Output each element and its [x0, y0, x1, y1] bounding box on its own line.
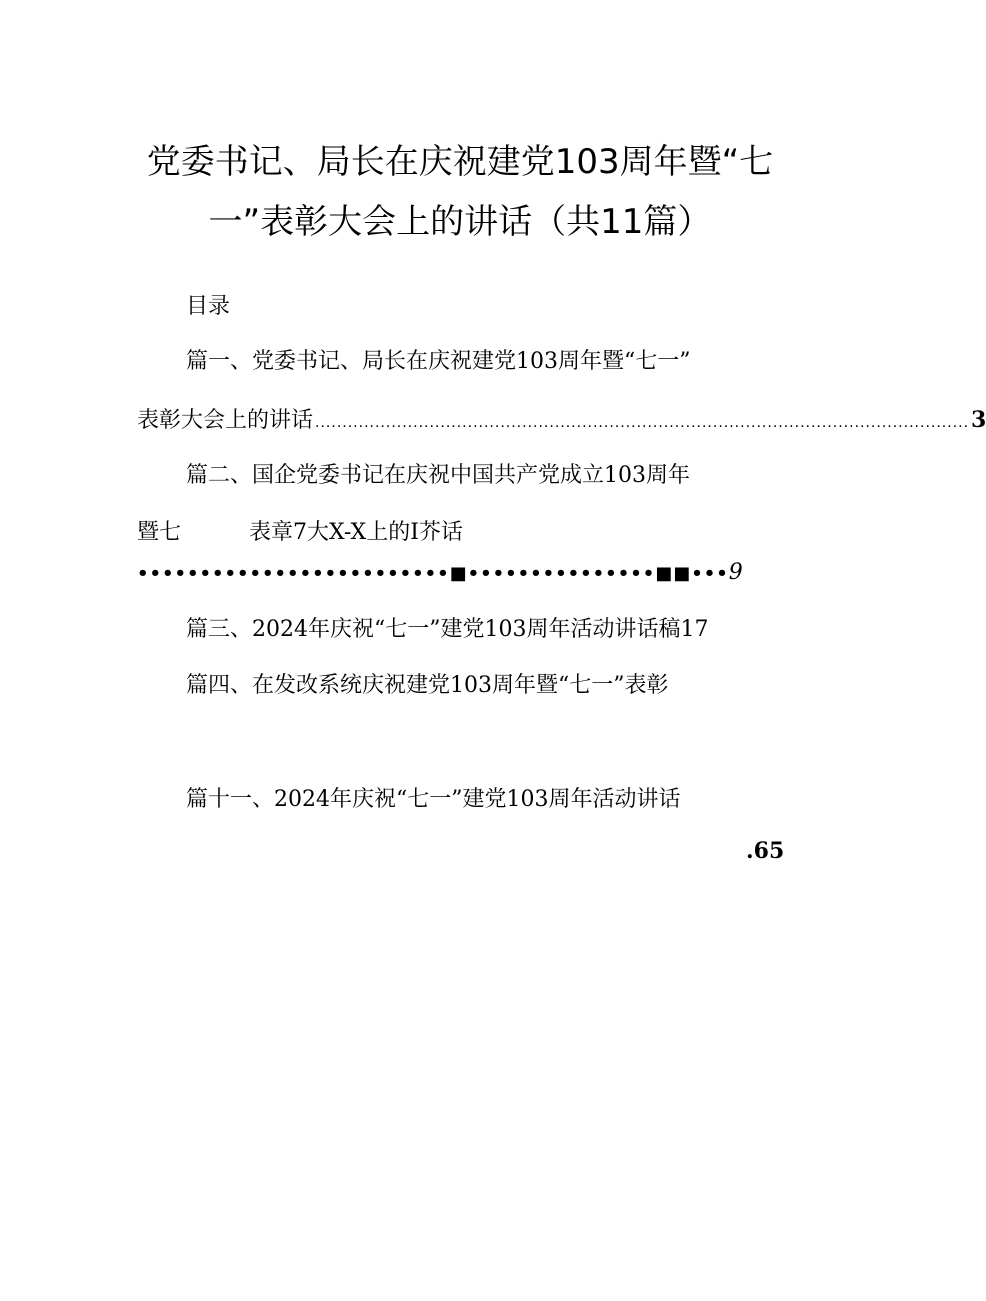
toc-entry-2-line-2[interactable] [137, 518, 463, 548]
toc-entry-2-text-part-2: 表章7大X-X上的I芥话 [249, 520, 463, 545]
toc-entry-11-page-number: .65 [746, 838, 785, 864]
toc-entry-1-text: 表彰大会上的讲话 [137, 408, 314, 433]
toc-entry-2-leader: •••••••••••••••••••••••••■•••••••••••••••■■••• [137, 563, 729, 584]
toc-entry-1-leader: ........................................................................................................................ [315, 415, 970, 431]
document-title-line-2: 一”表彰大会上的讲话（共11篇） [208, 202, 712, 242]
document-title-line-1: 党委书记、局长在庆祝建党103周年暨“七 [146, 142, 774, 182]
toc-entry-2-page-number: 9 [728, 560, 744, 585]
toc-entry-1-page-number: 3 [971, 407, 986, 433]
toc-entry-11[interactable]: 篇十一、2024年庆祝“七一”建党103周年活动讲话 [186, 787, 681, 812]
toc-heading: 目录 [186, 294, 231, 319]
toc-entry-3[interactable]: 篇三、2024年庆祝“七一”建党103周年活动讲话稿17 [186, 617, 709, 642]
toc-entry-1-line-2[interactable] [137, 405, 986, 438]
toc-entry-4[interactable]: 篇四、在发改系统庆祝建党103周年暨“七一”表彰 [186, 673, 669, 698]
toc-entry-2-text-part-1: 暨七 [137, 520, 182, 545]
toc-entry-2-line-3[interactable] [137, 558, 744, 589]
toc-entry-1-line-1[interactable]: 篇一、党委书记、局长在庆祝建党103周年暨“七一” [186, 349, 691, 374]
toc-entry-2-line-1[interactable]: 篇二、国企党委书记在庆祝中国共产党成立103周年 [186, 463, 690, 488]
